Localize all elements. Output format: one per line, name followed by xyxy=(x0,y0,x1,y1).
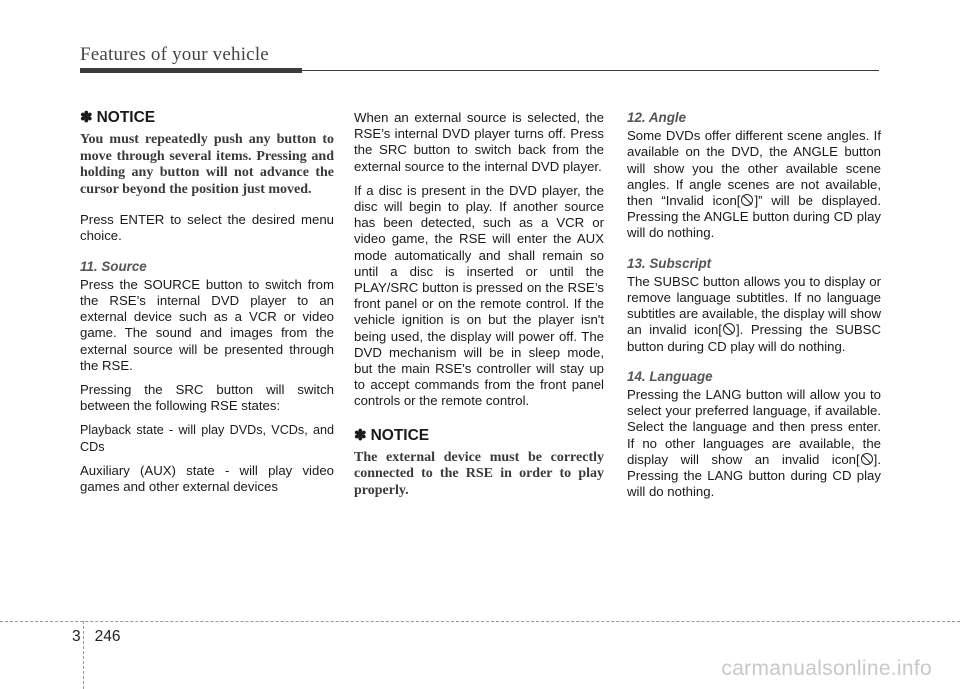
notice-heading-1 xyxy=(80,110,334,126)
angle-paragraph xyxy=(627,128,881,241)
notice-label: NOTICE xyxy=(96,109,156,126)
section-title-language: 14. Language xyxy=(627,368,713,384)
press-enter-text: Press ENTER to select the desired menu choice. xyxy=(80,212,334,244)
header-rule-thin xyxy=(302,70,879,71)
notice-star-icon: ✽ xyxy=(354,426,367,444)
section-title-subscript: 13. Subscript xyxy=(627,255,712,271)
language-paragraph xyxy=(627,387,881,500)
prohibited-icon xyxy=(861,453,873,465)
subscript-text-b: ]. Pressing the SUBSC button during CD play will do nothing. xyxy=(627,322,881,354)
column-3 xyxy=(627,110,881,508)
language-text-a: Pressing the LANG button will allow you to select your preferred language, if available. Select the language and then press enter. If no other languages are available, the display will show an invalid icon[ xyxy=(627,387,881,467)
source-paragraph-1: Press the SOURCE button to switch from the RSE’s internal DVD player to an external device such as a VCR or video game. The sound and images from the external source will be presented through the RSE. xyxy=(80,276,334,373)
watermark: carmanualsonline.info xyxy=(721,657,932,680)
subscript-paragraph xyxy=(627,274,881,355)
source-paragraph-2: Pressing the SRC button will switch between the following RSE states: xyxy=(80,382,334,414)
notice-star-icon: ✽ xyxy=(80,109,93,126)
header-rule-thick xyxy=(80,68,302,73)
column-2 xyxy=(354,110,604,513)
notice-heading-2 xyxy=(354,428,604,444)
state-aux-text: Auxiliary (AUX) state - will play video games and other external devices xyxy=(80,462,334,495)
prohibited-icon xyxy=(741,194,753,206)
footer-rule xyxy=(0,621,960,622)
subscript-text-a: The SUBSC button allows you to display or remove language subtitles. If no language subtitles are available, the display will show an invalid icon[ xyxy=(627,273,881,338)
column-1 xyxy=(80,110,334,503)
language-text-b: ]. Pressing the LANG button during CD play will do nothing. xyxy=(627,451,881,500)
angle-text-b: ]” will be displayed. Pressing the ANGLE button during CD play will do nothing. xyxy=(627,193,881,241)
state-playback-text: Playback state - will play DVDs, VCDs, and CDs xyxy=(80,423,334,454)
section-title-angle: 12. Angle xyxy=(627,110,687,125)
page-number xyxy=(72,628,121,646)
notice-body-1: You must repeatedly push any button to move through several items. Pressing and holding any button will not advance the cursor beyond the position just moved. xyxy=(80,132,334,197)
notice-label: NOTICE xyxy=(370,426,430,444)
prohibited-icon xyxy=(723,323,735,335)
chapter-number: 3 xyxy=(72,628,81,645)
page-header-title: Features of your vehicle xyxy=(80,44,269,65)
page-number-value: 246 xyxy=(94,628,121,645)
section-title-source: 11. Source xyxy=(80,258,147,274)
disc-present-paragraph: If a disc is present in the DVD player, the disc will begin to play. If another source has been detected, such as a VCR or video game, the RSE will enter the AUX mode automatically and shall remain so until a disc is inserted or until the PLAY/SRC button is pressed on the RSE’s front panel or on the remote control. If the vehicle ignition is on but the player isn't being used, the display will power off. The DVD mechanism will be in sleep mode, but the main RSE's controller will stay up to accept commands from the front panel controls or the remote control. xyxy=(354,182,604,409)
angle-text-a: Some DVDs offer different scene angles. If available on the DVD, the ANGLE button will show you the other available scene angles. If angle scenes are not available, then “Invalid icon[ xyxy=(627,128,881,209)
external-source-paragraph: When an external source is selected, the RSE’s internal DVD player turns off. Press the SRC button to switch back from the external source to the internal DVD player. xyxy=(354,110,604,174)
notice-body-2: The external device must be correctly connected to the RSE in order to play properly. xyxy=(354,449,604,498)
